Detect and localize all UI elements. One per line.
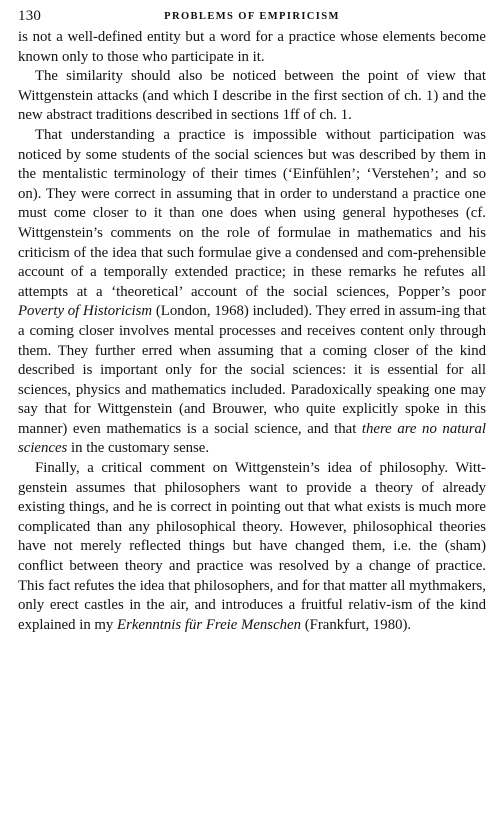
body-text bbox=[18, 28, 486, 635]
running-head bbox=[18, 8, 486, 28]
text-run: Finally, a critical comment on Wittgenstein’s idea of philosophy. Witt-genstein assumes that philosophers want to provide a theory of already existing things, and he is correct in pointing out that what exists is much more complicated than any philosophical theory. However, philosophical theories have not merely reflected things but have changed them, i.e. the (sham) conflict between theory and practice was resolved by a change of practice. This fact refutes the idea that philosophers, and for that matter all mythmakers, only erect castles in the air, and introduces a fruitful relativ-ism of the kind explained in my bbox=[18, 460, 486, 633]
book-title-erkenntnis: Erkenntnis für Freie Menschen bbox=[117, 616, 301, 633]
paragraph-critical-comment bbox=[18, 459, 486, 635]
book-page bbox=[18, 8, 486, 635]
emphasis-no-natural-sciences: there are no natural sciences bbox=[18, 420, 487, 457]
paragraph-similarity bbox=[18, 67, 486, 126]
text-run: (Frankfurt, 1980). bbox=[301, 616, 412, 633]
text-run: in the customary sense. bbox=[67, 440, 210, 457]
text-run: That understanding a practice is impossible without participation was noticed by some students of the social sciences but was described by them in the mentalistic terminology of their times (‘Einfühlen’; ‘Verstehen’; and so on). They were correct in assuming that in order to understand a practice one must come closer to it than one does when using general hypotheses (cf. Wittgenstein’s comments on the role of formulae in mathematics and his criticism of the idea that such formulae give a condensed and com-prehensible account of a temporally extended practice; in these remarks he refutes all attempts at a ‘theoretical’ account of the social sciences, Popper’s poor bbox=[18, 126, 486, 300]
paragraph-understanding-practice bbox=[18, 126, 486, 459]
book-title-poverty-of-historicism: Poverty of Historicism bbox=[18, 303, 153, 320]
text-run: (London, 1968) included). They erred in assum-ing that a coming closer involves mental processes and receives content only through them. They further erred when assuming that a coming closer of the kind described is important only for the social sciences: it is essential for all sciences, physics and mathematics included. Paradoxically speaking one may say that for Wittgenstein (and Brouwer, who quite explicitly spoke in this manner) even mathematics is a social science, and that bbox=[18, 303, 486, 437]
paragraph-continuation bbox=[18, 28, 486, 67]
running-title: PROBLEMS OF EMPIRICISM bbox=[164, 11, 340, 22]
text-run: The similarity should also be noticed between the point of view that Wittgenstein attacks (and which I describe in the first section of ch. 1) and the new abstract traditions described in sections 1ff of ch. 1. bbox=[18, 68, 486, 124]
text-run: is not a well-defined entity but a word for a practice whose elements become known only to those who participate in it. bbox=[18, 29, 486, 65]
page-number: 130 bbox=[18, 8, 42, 24]
